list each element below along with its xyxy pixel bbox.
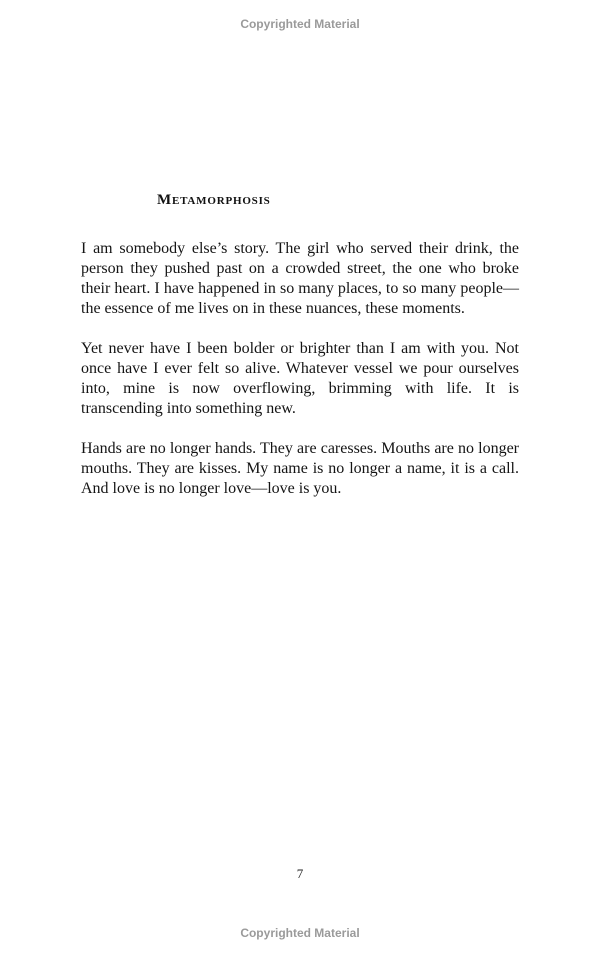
copyright-watermark-top: Copyrighted Material xyxy=(240,17,360,31)
body-text xyxy=(81,239,519,499)
chapter-title: Metamorphosis xyxy=(157,192,271,208)
copyright-watermark-bottom: Copyrighted Material xyxy=(240,926,360,940)
paragraph-3: Hands are no longer hands. They are caresses. Mouths are no longer mouths. They are kisses. My name is no longer a name, it is a call. And love is no longer love—love is you. xyxy=(81,440,519,497)
page-number: 7 xyxy=(296,866,304,881)
paragraph-1: I am somebody else’s story. The girl who served their drink, the person they pushed past on a crowded street, the one who broke their heart. I have happened in so many places, to so many people—the essence of me lives on in these nuances, these moments. xyxy=(81,240,519,317)
paragraph-2: Yet never have I been bolder or brighter than I am with you. Not once have I ever felt so alive. Whatever vessel we pour ourselves into, mine is now overflowing, brimming with life. It is transcending into something new. xyxy=(81,340,519,417)
